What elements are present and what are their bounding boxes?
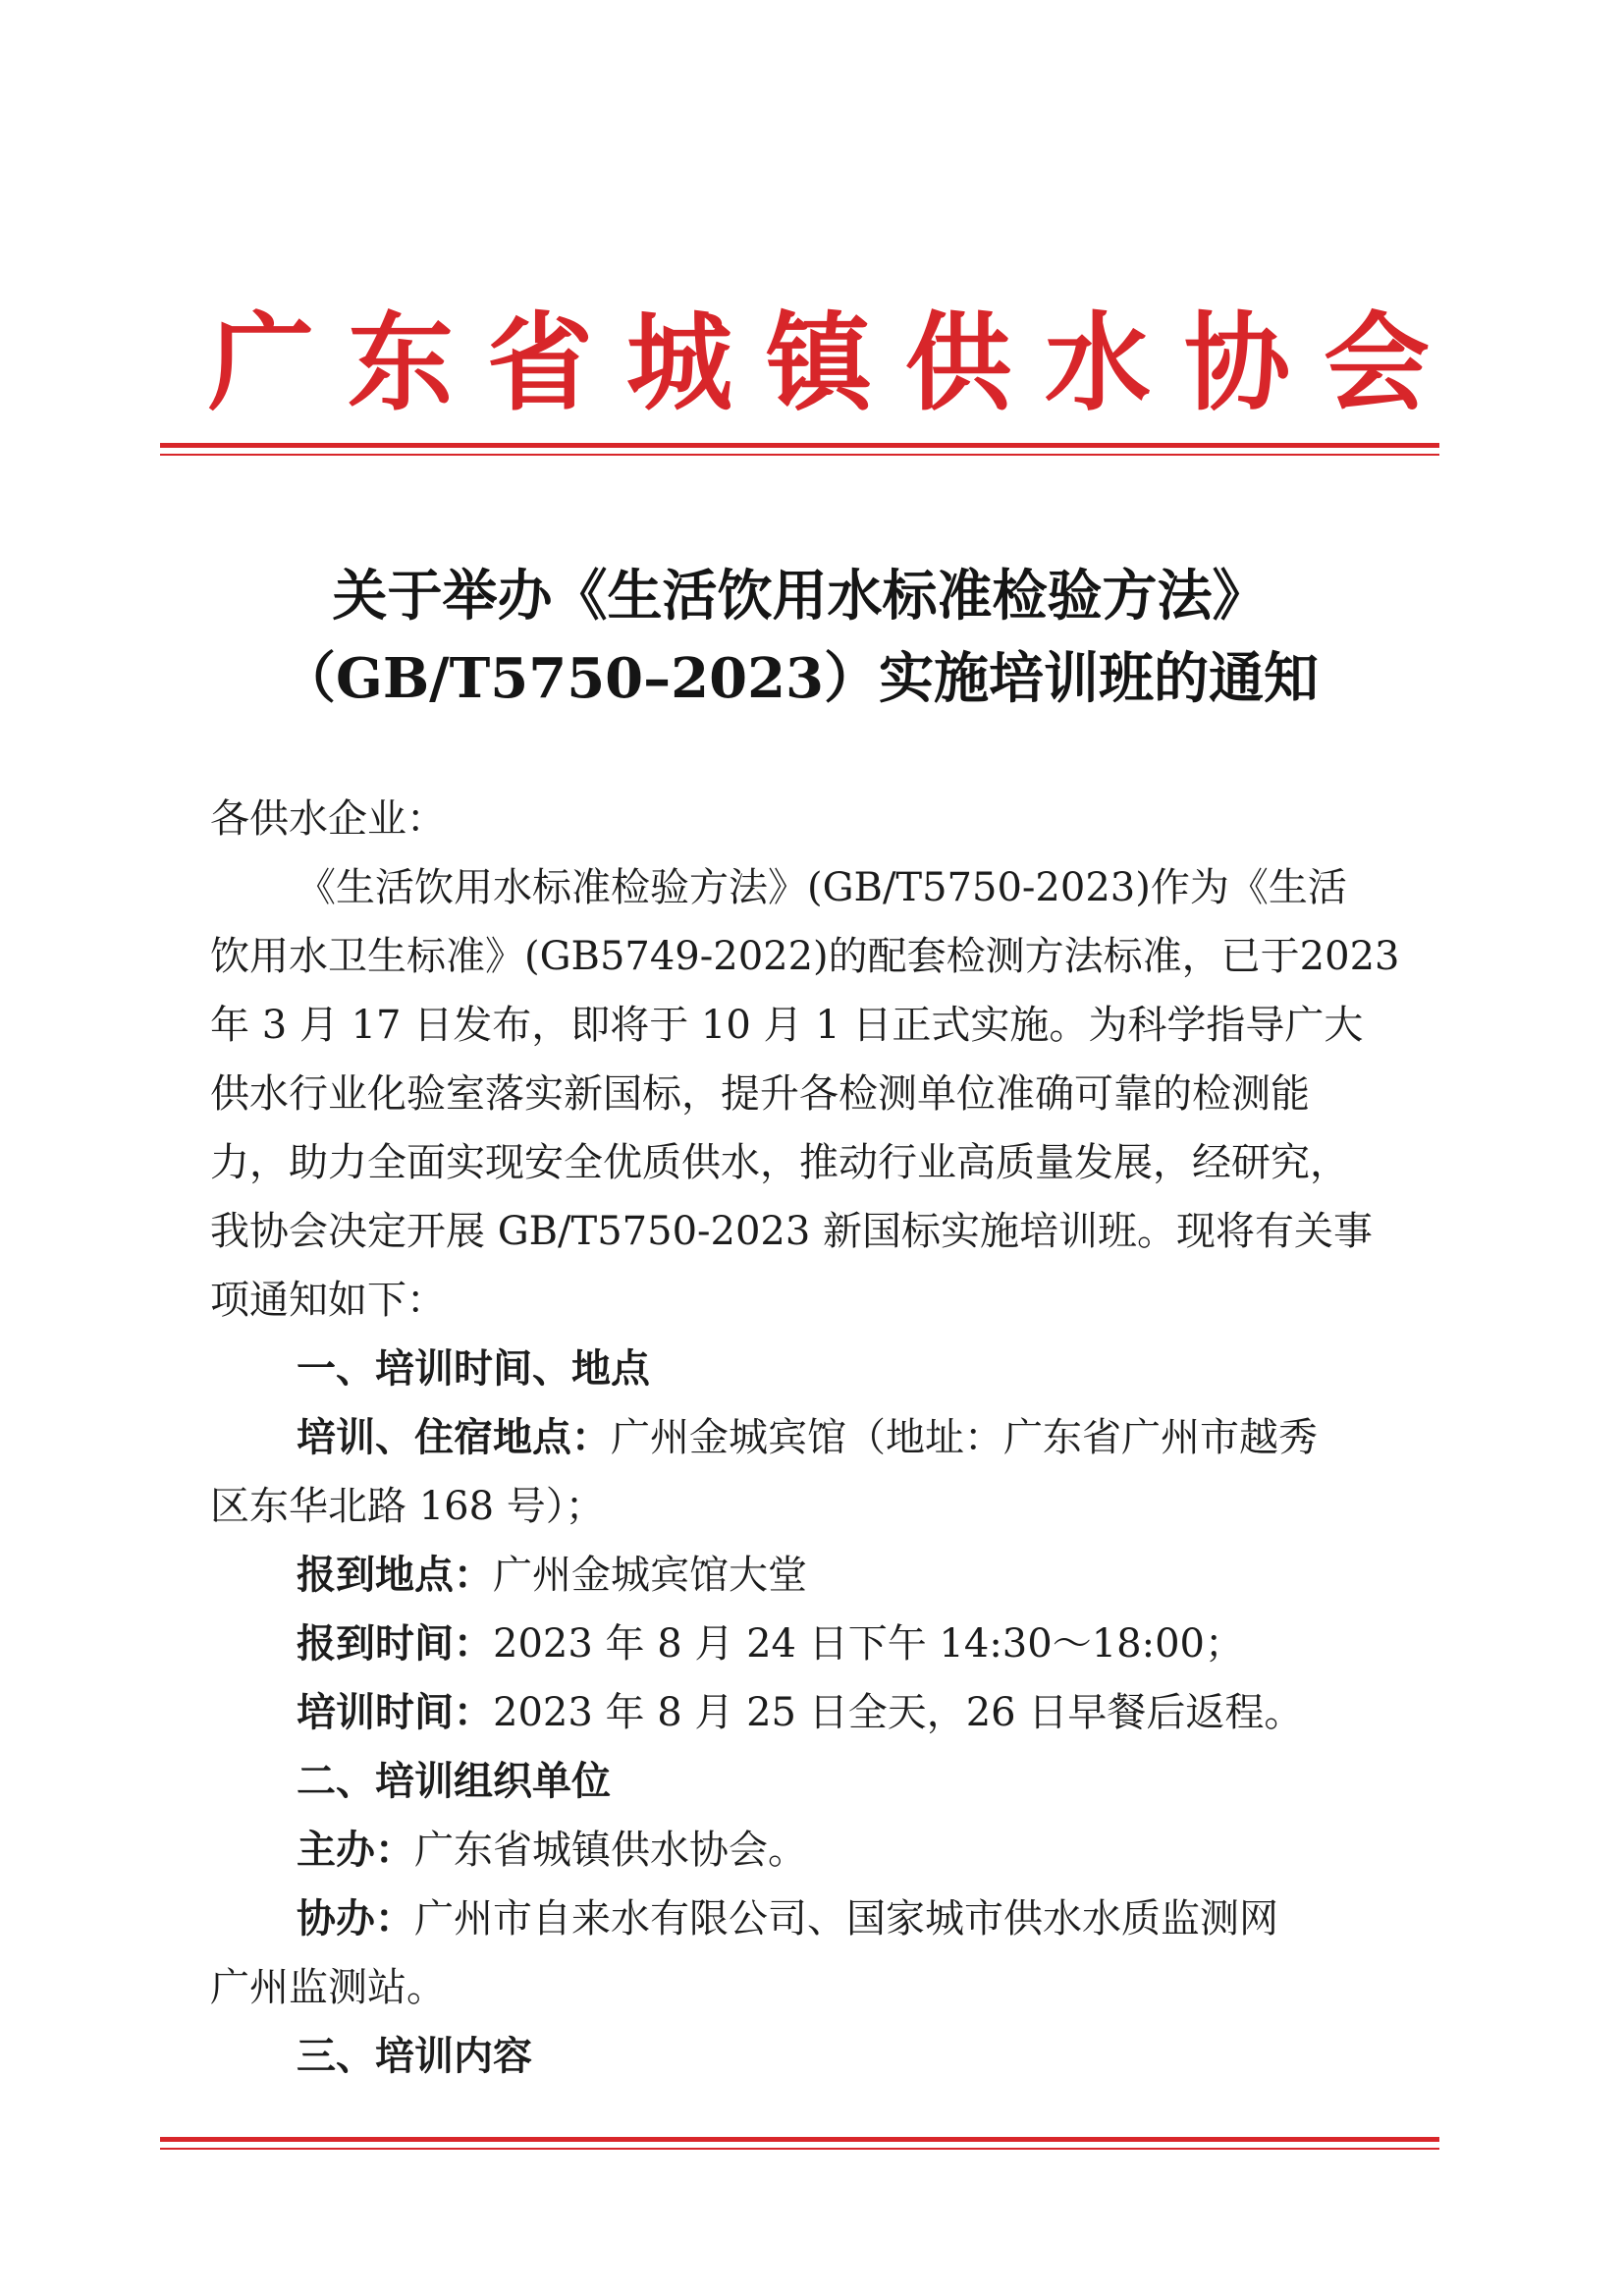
host-value: 广东省城镇供水协会。 xyxy=(414,1828,807,1873)
checkin-place-value: 广州金城宾馆大堂 xyxy=(493,1553,807,1598)
document-title-line-1: 关于举办《生活饮用水标准检验方法》 xyxy=(332,564,1268,629)
host-line xyxy=(297,1827,807,1874)
checkin-place xyxy=(297,1552,807,1599)
salutation: 各供水企业： xyxy=(210,796,446,842)
paragraph-line: 饮用水卫生标准》(GB5749-2022)的配套检测方法标准，已于2023 xyxy=(210,934,1400,979)
paragraph-line: 供水行业化验室落实新国标，提升各检测单位准确可靠的检测能 xyxy=(210,1071,1310,1117)
section-1-heading: 一、培训时间、地点 xyxy=(297,1346,650,1392)
paragraph-line: 年 3 月 17 日发布，即将于 10 月 1 日正式实施。为科学指导广大 xyxy=(210,1003,1364,1048)
paragraph-line: 《生活饮用水标准检验方法》(GB/T5750-2023)作为《生活 xyxy=(297,865,1347,910)
training-time xyxy=(297,1689,1303,1736)
checkin-time-label: 报到时间： xyxy=(297,1621,493,1667)
section-3-heading: 三、培训内容 xyxy=(297,2034,532,2079)
section-2-heading: 二、培训组织单位 xyxy=(297,1759,611,1804)
checkin-time-value: 2023 年 8 月 24 日下午 14:30～18:00； xyxy=(493,1621,1244,1667)
footer-rule-thick xyxy=(160,2137,1439,2142)
paragraph-line: 项通知如下： xyxy=(210,1278,446,1323)
training-time-label: 培训时间： xyxy=(297,1690,493,1735)
venue-line-1 xyxy=(297,1414,1318,1461)
footer-rule-thin xyxy=(160,2148,1439,2150)
cohost-label: 协办： xyxy=(297,1896,414,1941)
venue-line-2: 区东华北路 168 号）； xyxy=(210,1484,605,1529)
venue-label: 培训、住宿地点： xyxy=(297,1415,611,1460)
document-title-line-2: （GB/T5750–2023）实施培训班的通知 xyxy=(281,646,1319,711)
letterhead-rule-thick xyxy=(160,443,1439,448)
cohost-line-2: 广州监测站。 xyxy=(210,1965,446,2010)
letterhead-rule-thin xyxy=(160,454,1439,456)
venue-value: 广州金城宾馆（地址：广东省广州市越秀 xyxy=(611,1415,1318,1460)
paragraph-line: 力，助力全面实现安全优质供水，推动行业高质量发展，经研究， xyxy=(210,1140,1349,1185)
checkin-place-label: 报到地点： xyxy=(297,1553,493,1598)
cohost-value: 广州市自来水有限公司、国家城市供水水质监测网 xyxy=(414,1896,1278,1941)
checkin-time xyxy=(297,1620,1244,1667)
host-label: 主办： xyxy=(297,1828,414,1873)
training-time-value: 2023 年 8 月 25 日全天，26 日早餐后返程。 xyxy=(493,1690,1304,1735)
cohost-line-1 xyxy=(297,1895,1278,1942)
letterhead-title: 广东省城镇供水协会 xyxy=(208,301,1464,425)
paragraph-line: 我协会决定开展 GB/T5750-2023 新国标实施培训班。现将有关事 xyxy=(210,1209,1374,1254)
